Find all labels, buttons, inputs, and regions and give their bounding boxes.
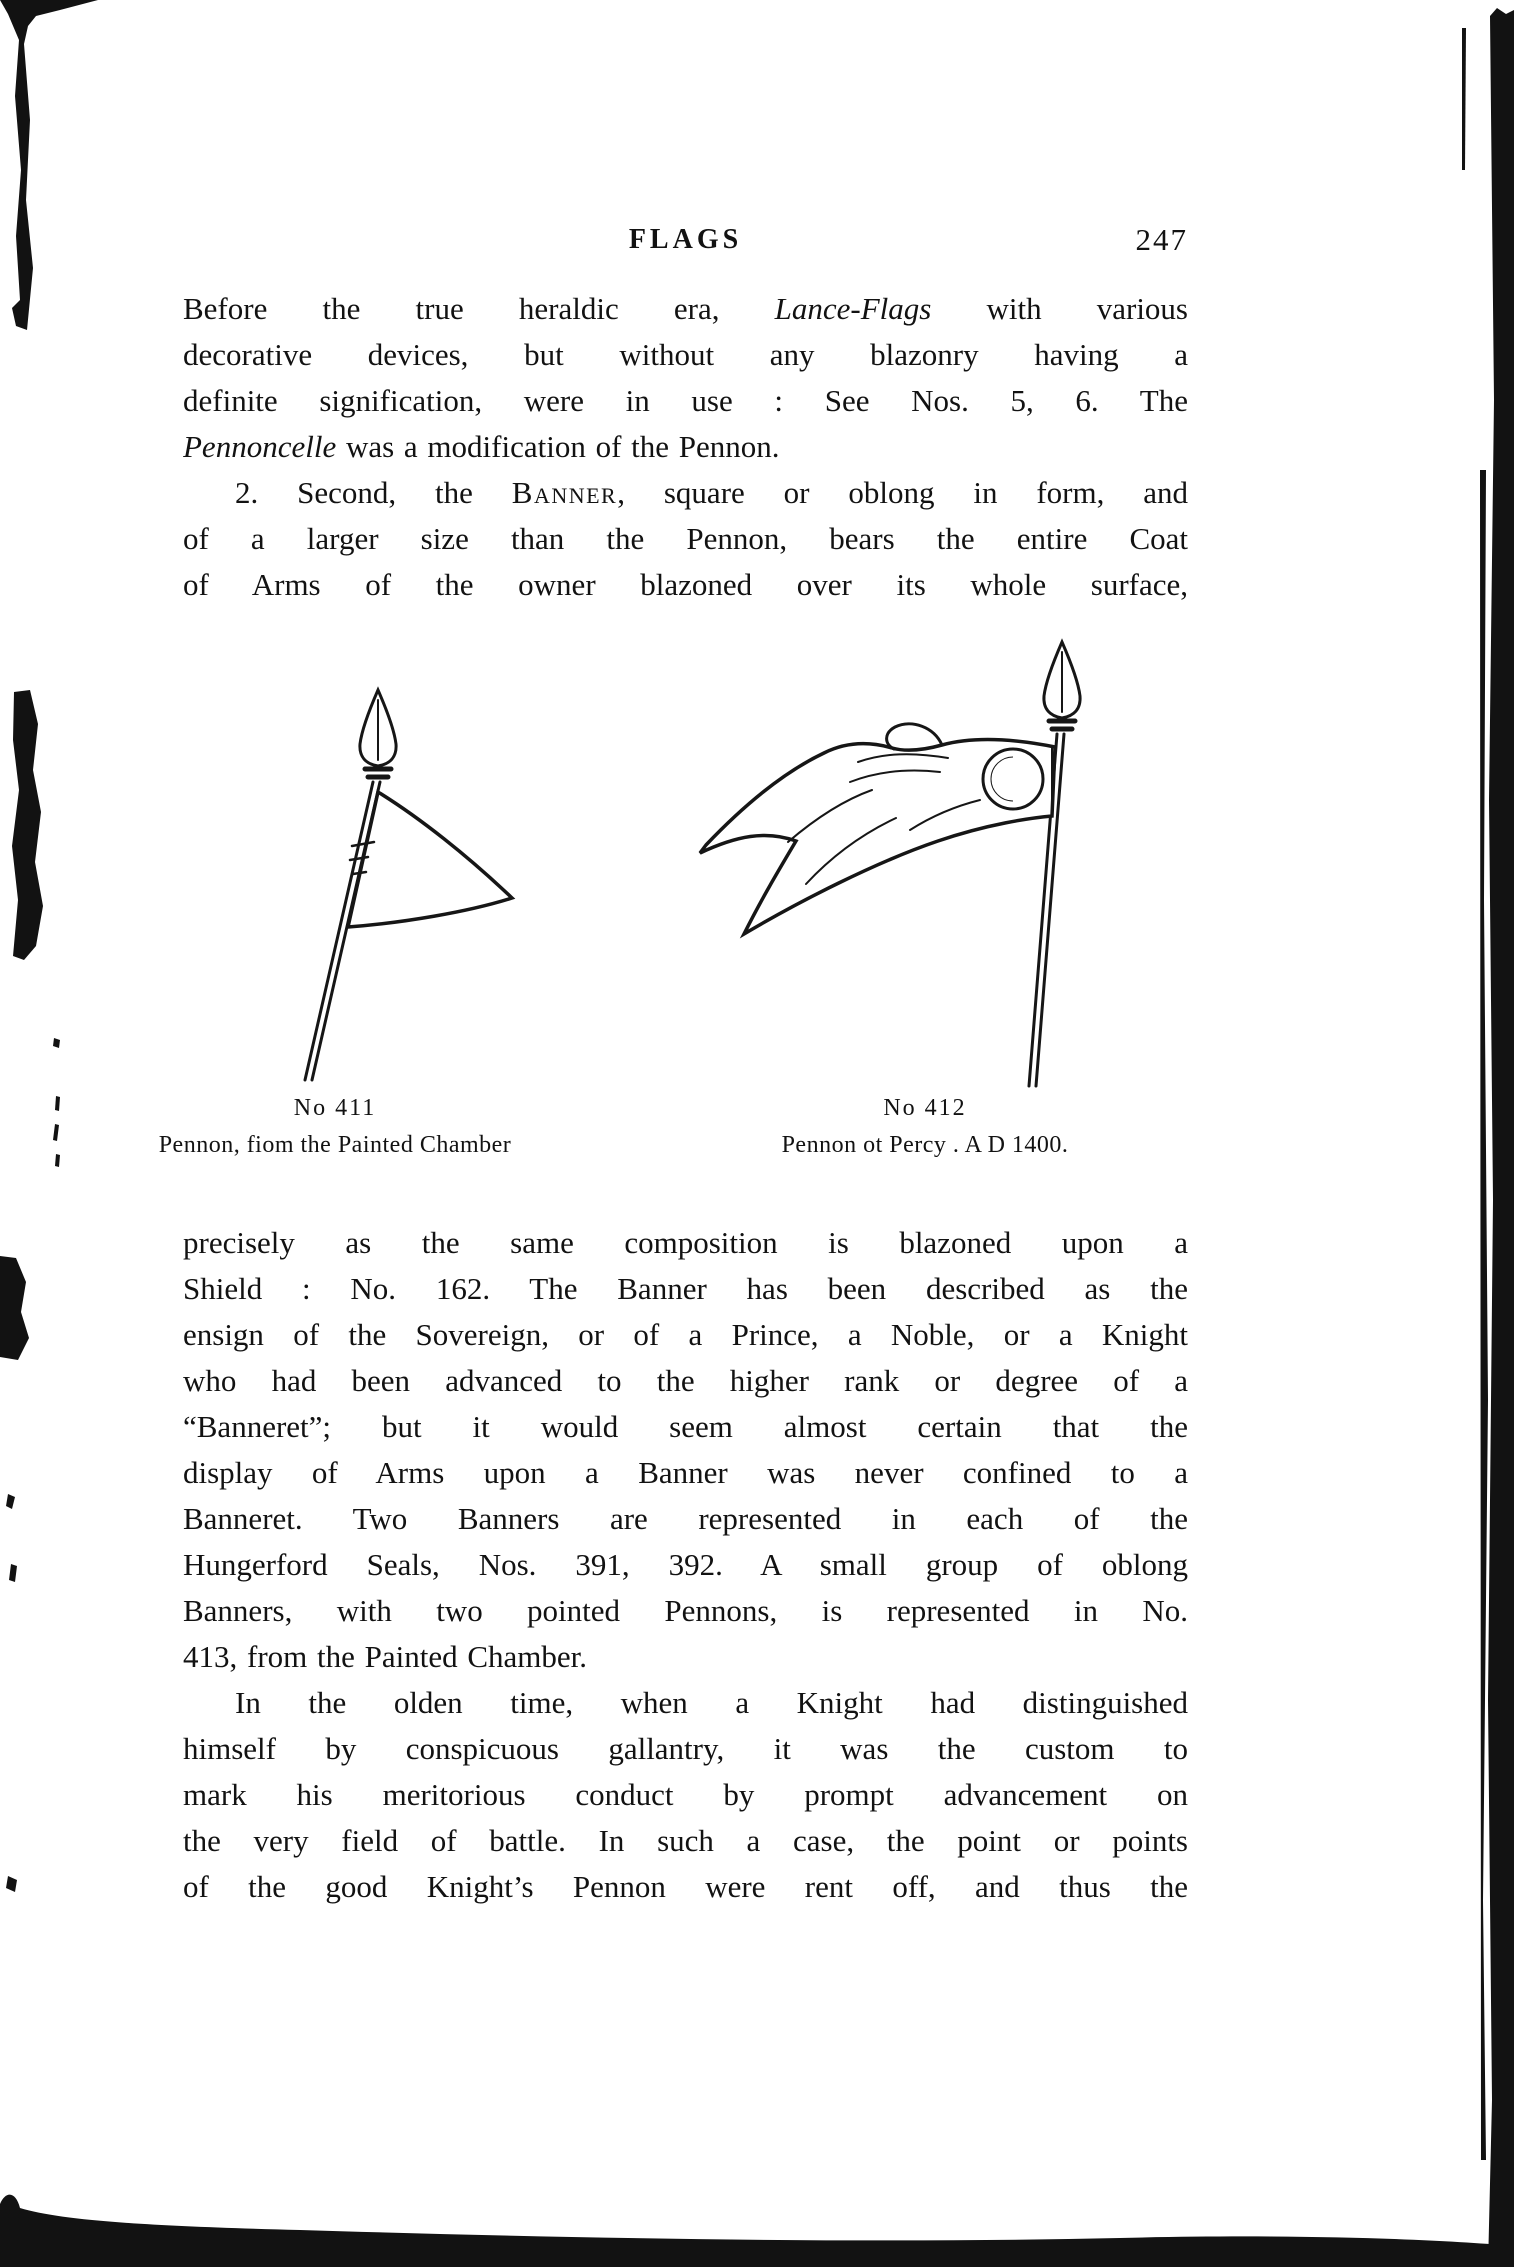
text-run: Lance-Flags <box>774 291 932 326</box>
text-line <box>183 562 1188 608</box>
page-number: 247 <box>1135 222 1188 257</box>
scan-speck <box>55 1096 60 1111</box>
lance-pole <box>1029 734 1064 1086</box>
text-run: Before the true heraldic era, <box>183 291 775 326</box>
text-run: Shield : No. 162. The Banner has been described as the <box>183 1271 1188 1306</box>
text-line <box>183 424 1188 470</box>
text-run: was a modification of the Pennon. <box>336 429 780 464</box>
page-header-title: FLAGS <box>628 224 743 255</box>
lance-pole <box>305 782 380 1080</box>
text-line <box>183 1496 1188 1542</box>
text-run: the very field of battle. In such a case, the point or points <box>183 1823 1188 1858</box>
scan-artifact-right-band <box>1488 8 1514 2267</box>
text-line <box>183 1772 1188 1818</box>
scan-speck <box>53 1124 59 1141</box>
text-line <box>183 286 1188 332</box>
text-run: of the good Knight’s Pennon were rent off, and thus the <box>183 1869 1188 1904</box>
text-run: Hungerford Seals, Nos. 391, 392. A small group of oblong <box>183 1547 1188 1582</box>
text-run: 2. Second, the <box>235 475 512 510</box>
text-run: who had been advanced to the higher rank or degree of a <box>183 1363 1188 1398</box>
running-header <box>183 220 1188 268</box>
text-line <box>183 1312 1188 1358</box>
pennon-flag <box>348 792 512 927</box>
figure-number: No 412 <box>883 1095 967 1121</box>
text-run: Banner <box>511 475 618 510</box>
scan-artifact-right-hairline <box>1462 28 1466 170</box>
spearhead-socket <box>1049 721 1075 729</box>
paragraph <box>183 286 1188 470</box>
text-line <box>183 1726 1188 1772</box>
text-run: himself by conspicuous gallantry, it was the custom to <box>183 1731 1188 1766</box>
text-run: In the olden time, when a Knight had distinguished <box>235 1685 1188 1720</box>
figure-caption-411 <box>150 1090 520 1164</box>
figure-caption-text: Pennon, fiom the Painted Chamber <box>158 1132 512 1158</box>
text-run: precisely as the same composition is blazoned upon a <box>183 1225 1188 1260</box>
spearhead-socket <box>365 769 391 777</box>
text-run: with various <box>931 291 1188 326</box>
scan-speck <box>6 1494 15 1509</box>
crescent-badge-ring <box>983 749 1043 809</box>
text-run: of a larger size than the Pennon, bears the entire Coat <box>183 521 1188 556</box>
crescent-badge <box>991 757 1013 801</box>
scan-artifact-right-thin-line <box>1480 470 1488 2160</box>
text-line <box>183 1220 1188 1266</box>
text-run: mark his meritorious conduct by prompt advancement on <box>183 1777 1188 1812</box>
pennon-hatching <box>350 842 374 874</box>
text-run: ensign of the Sovereign, or of a Prince, a Noble, or a Knight <box>183 1317 1188 1352</box>
scan-speck <box>55 1154 60 1167</box>
text-line <box>183 1634 1188 1680</box>
text-run: , square or oblong in form, and <box>617 475 1188 510</box>
scan-artifact-bottom-band <box>0 2195 1514 2267</box>
text-line <box>183 1404 1188 1450</box>
text-run: display of Arms upon a Banner was never confined to a <box>183 1455 1188 1490</box>
spearhead <box>1044 642 1080 718</box>
paragraph <box>183 1680 1188 1910</box>
body-text-upper <box>183 286 1188 608</box>
text-run: definite signification, were in use : See Nos. 5, 6. The <box>183 383 1188 418</box>
figure-caption-text: Pennon ot Percy . A D 1400. <box>781 1132 1069 1158</box>
text-line <box>183 1588 1188 1634</box>
text-line <box>183 1266 1188 1312</box>
text-line <box>183 1818 1188 1864</box>
figure-pennon-411 <box>305 690 512 1080</box>
text-run: Banners, with two pointed Pennons, is represented in No. <box>183 1593 1188 1628</box>
spearhead <box>360 690 396 766</box>
figure-caption-412 <box>670 1090 1180 1164</box>
pennon-flag <box>700 739 1055 934</box>
text-run: “Banneret”; but it would seem almost certain that the <box>183 1409 1188 1444</box>
text-line <box>183 332 1188 378</box>
text-run: 413, from the Painted Chamber. <box>183 1639 588 1674</box>
text-line <box>183 470 1188 516</box>
text-line <box>183 1542 1188 1588</box>
text-run: Pennoncelle <box>183 429 337 464</box>
text-line <box>183 516 1188 562</box>
paragraph <box>183 1220 1188 1680</box>
scan-artifact-left-bar <box>12 690 43 960</box>
text-line <box>183 1450 1188 1496</box>
figure-number: No 411 <box>293 1095 377 1121</box>
text-run: Banneret. Two Banners are represented in each of the <box>183 1501 1188 1536</box>
scan-speck <box>53 1038 60 1048</box>
scan-speck <box>9 1564 17 1582</box>
text-line <box>183 378 1188 424</box>
text-line <box>183 1864 1188 1910</box>
scroll-curl <box>887 724 942 749</box>
scan-artifact-left-blob <box>0 1256 29 1360</box>
text-run: decorative devices, but without any blazonry having a <box>183 337 1188 372</box>
body-text-lower <box>183 1220 1188 1910</box>
text-line <box>183 1358 1188 1404</box>
figure-pennon-412 <box>700 642 1080 1086</box>
scan-artifact-top-left <box>0 0 98 330</box>
pennon-hatching <box>788 754 980 884</box>
paragraph <box>183 470 1188 608</box>
text-run: of Arms of the owner blazoned over its whole surface, <box>183 567 1188 602</box>
text-line <box>183 1680 1188 1726</box>
scan-speck <box>6 1876 17 1892</box>
